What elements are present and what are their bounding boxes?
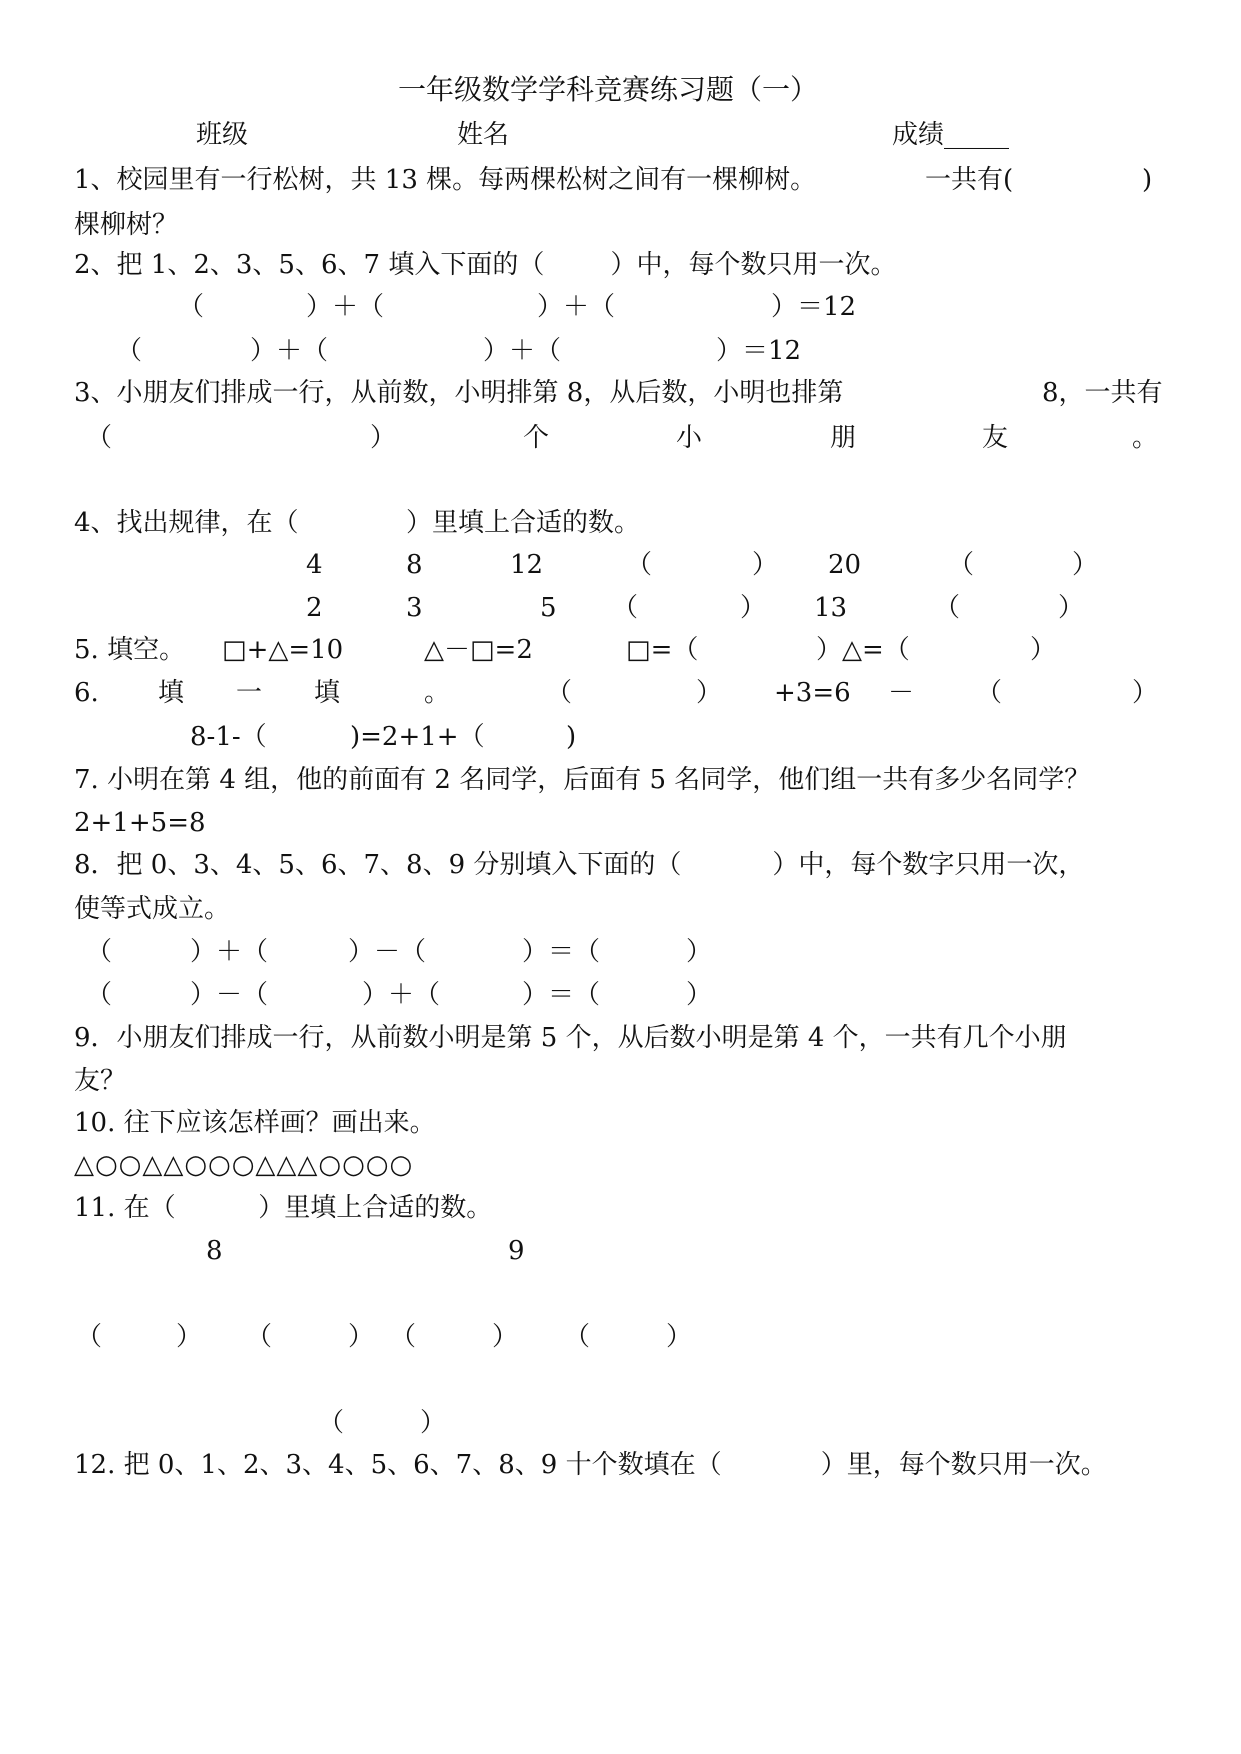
q2-row1-part: ）＋（ (306, 292, 385, 322)
q8-row1-part: （ (86, 937, 113, 967)
q8-row2-part: ）＋（ (362, 980, 441, 1010)
q4-row2-item: ） (1058, 593, 1085, 623)
q6-part: （ (976, 678, 1003, 708)
q2-row1-part: ）＝12 (771, 292, 857, 322)
q7-text-line1: 7. 小明在第 4 组，他的前面有 2 名同学，后面有 5 名同学，他们组一共有多少名同学？ (74, 765, 1091, 795)
q6-part: 填 (314, 678, 341, 708)
q4-text-line1: 4、找出规律，在（ ）里填上合适的数。 (74, 508, 640, 538)
q4-row1-item: 12 (510, 550, 544, 580)
q2-row2-part: ）＋（ (250, 336, 329, 366)
q6-part: ） (696, 678, 723, 708)
q2-row2-part: ）＝12 (716, 336, 802, 366)
q7-answer: 2+1+5=8 (74, 808, 206, 838)
q11-row-part: ） (348, 1322, 375, 1352)
q8-row2-part: （ (86, 980, 113, 1010)
q11-number-left: 8 (206, 1236, 223, 1266)
q8-row2-part: ）－（ (190, 980, 269, 1010)
q8-row1-part: ） (686, 937, 713, 967)
q3-line2-part: （ (86, 423, 113, 453)
q8-row2-part: ）＝（ (522, 980, 601, 1010)
q11-row-part: （ (564, 1322, 591, 1352)
q10-shape-sequence: △○○△△○○○△△△○○○○ (74, 1150, 414, 1180)
q4-row1-item: 4 (306, 550, 323, 580)
q6-part: 一 (236, 678, 263, 708)
q4-row2-item: 3 (406, 593, 423, 623)
q4-row1-item: （ (948, 550, 975, 580)
q2-row2-part: ）＋（ (483, 336, 562, 366)
q11-text-line1: 11. 在（ ）里填上合适的数。 (74, 1193, 493, 1223)
q3-line2-part: 朋 (830, 423, 857, 453)
q4-row2-item: 13 (814, 593, 848, 623)
q1-answer-close: ) (1142, 165, 1153, 195)
q12-text-line1: 12. 把 0、1、2、3、4、5、6、7、8、9 十个数填在（ ）里，每个数只用一次。 (74, 1450, 1107, 1480)
q3-text-line1-tail: 8，一共有 (1042, 378, 1163, 408)
q4-row2-item: 2 (306, 593, 323, 623)
q6-part: 6. (74, 678, 99, 708)
q9-text-line2: 友？ (74, 1066, 127, 1096)
q4-row2-item: ） (740, 593, 767, 623)
q4-row2-item: 5 (540, 593, 557, 623)
q3-line2-part: 小 (676, 423, 703, 453)
q9-text-line1: 9．小朋友们排成一行，从前数小明是第 5 个，从后数小明是第 4 个，一共有几个小朋 (74, 1023, 1067, 1053)
q6-part: 填 (158, 678, 185, 708)
q1-answer-open: 一共有( (925, 165, 1014, 195)
q11-row-part: （ (246, 1322, 273, 1352)
q6-part: +3=6 (774, 678, 851, 708)
q8-row2-part: ） (686, 980, 713, 1010)
q5-part: □+△=10 (222, 635, 344, 665)
q1-text-line1: 1、校园里有一行松树，共 13 棵。每两棵松树之间有一棵柳树。 (74, 165, 817, 195)
q3-line2-part: 友 (982, 423, 1009, 453)
q11-row-part: ） (492, 1322, 519, 1352)
q8-text-line1: 8．把 0、3、4、5、6、7、8、9 分别填入下面的（ ）中，每个数字只用一次， (74, 850, 1085, 880)
q11-row-part: （ (76, 1322, 103, 1352)
q5-part: △－□=2 (424, 635, 533, 665)
q1-text-line2: 棵柳树？ (74, 210, 179, 240)
q6-line2-part: )=2+1+（ (350, 722, 485, 752)
q3-text-line1: 3、小朋友们排成一行，从前数，小明排第 8，从后数，小明也排第 (74, 378, 844, 408)
q11-bottom-part: ） (420, 1408, 447, 1438)
q5-part: 5. 填空。 (74, 635, 186, 665)
class-label: 班级 (196, 120, 249, 150)
score-label: 成绩_____ (892, 120, 1010, 150)
q4-row1-item: 8 (406, 550, 423, 580)
q4-row1-item: （ (626, 550, 653, 580)
q8-row1-part: ）＝（ (522, 937, 601, 967)
q2-row1-part: （ (178, 292, 205, 322)
q10-text-line1: 10. 往下应该怎样画？画出来。 (74, 1108, 436, 1138)
name-label: 姓名 (457, 120, 510, 150)
q4-row2-item: （ (612, 593, 639, 623)
q5-part: ） (1030, 635, 1057, 665)
q6-part: 。 (424, 678, 451, 708)
q6-line2-part: ) (566, 722, 577, 752)
q11-row-part: （ (390, 1322, 417, 1352)
q2-text-line1: 2、把 1、2、3、5、6、7 填入下面的（ ）中，每个数只用一次。 (74, 250, 897, 280)
q6-part: － (888, 678, 915, 708)
q2-row1-part: ）＋（ (537, 292, 616, 322)
q11-row-part: ） (176, 1322, 203, 1352)
q5-part: □=（ (626, 635, 699, 665)
q3-line2-part: ） (370, 423, 397, 453)
q8-text-line2: 使等式成立。 (74, 894, 231, 924)
q3-line2-part: 。 (1132, 423, 1159, 453)
q11-number-right: 9 (508, 1236, 525, 1266)
q2-row2-part: （ (116, 336, 143, 366)
q5-part: ）△=（ (816, 635, 910, 665)
q8-row1-part: ）－（ (348, 937, 427, 967)
q11-row-part: ） (666, 1322, 693, 1352)
q4-row1-item: 20 (828, 550, 862, 580)
q4-row2-item: （ (934, 593, 961, 623)
q6-part: （ (546, 678, 573, 708)
page-title: 一年级数学学科竞赛练习题（一） (398, 73, 819, 106)
q8-row1-part: ）＋（ (190, 937, 269, 967)
q6-part: ） (1132, 678, 1159, 708)
q3-line2-part: 个 (523, 423, 550, 453)
q11-bottom-part: （ (318, 1408, 345, 1438)
q4-row1-item: ） (752, 550, 779, 580)
q4-row1-item: ） (1072, 550, 1099, 580)
q6-line2-part: 8-1-（ (190, 722, 267, 752)
